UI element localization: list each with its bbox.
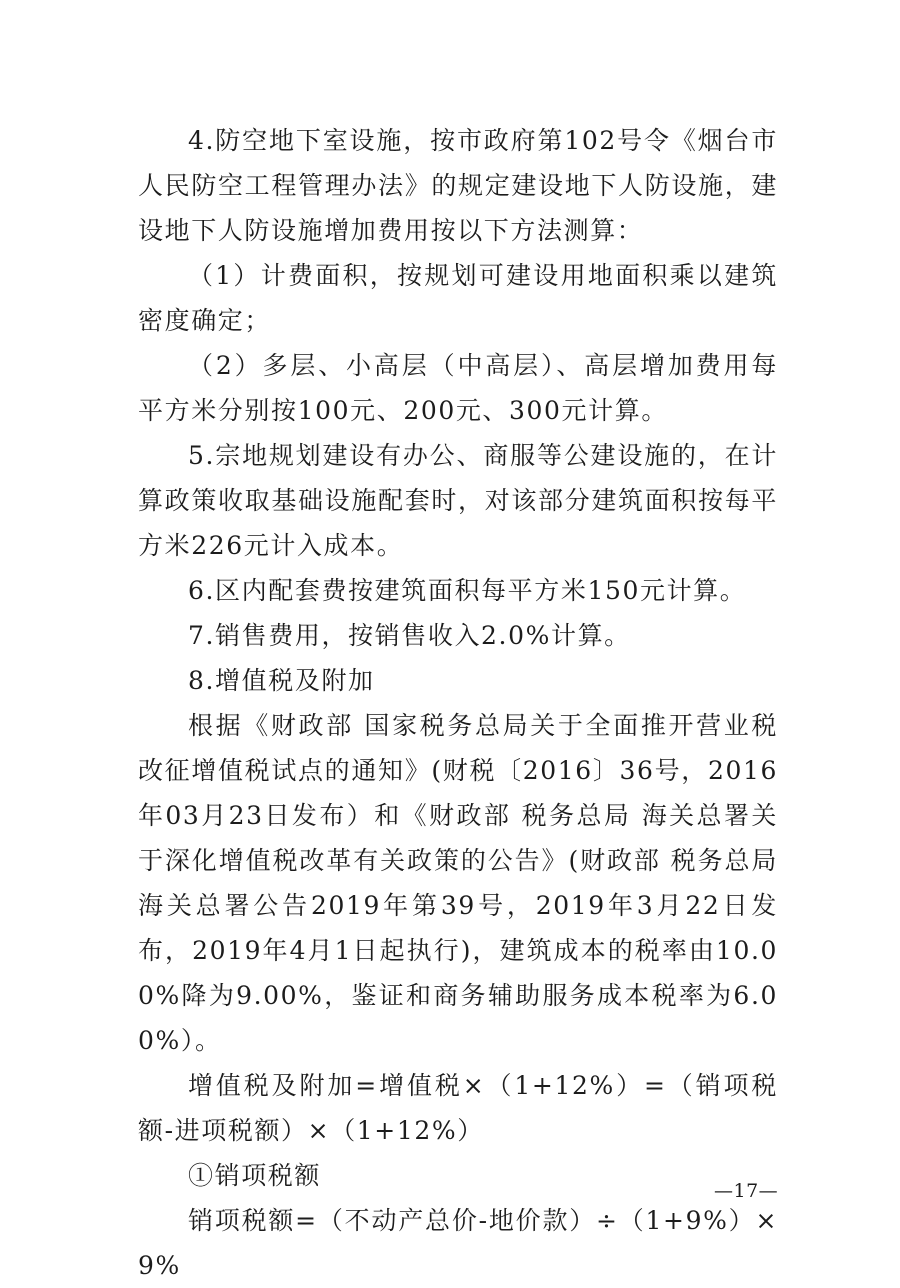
paragraph-vat-policy: 根据《财政部 国家税务总局关于全面推开营业税改征增值税试点的通知》(财税〔2016〕36号，2016年03月23日发布）和《财政部 税务总局 海关总署关于深化增值税改革有关政策的公告》(财政部 税务总局 海关总署公告2019年第39号，2019年3月22日发布，2019年4月1日起执行)，建筑成本的税率由10.00%降为9.00%，鉴证和商务辅助服务成本税率为6.00%）。 xyxy=(138,711,778,1055)
paragraph-vat-heading: 8.增值税及附加 xyxy=(188,666,375,695)
paragraph-civil-defense: 4.防空地下室设施，按市政府第102号令《烟台市人民防空工程管理办法》的规定建设地下人防设施，建设地下人防设施增加费用按以下方法测算： xyxy=(138,126,778,245)
paragraph-cost-per-sqm: （2）多层、小高层（中高层）、高层增加费用每平方米分别按100元、200元、300元计算。 xyxy=(138,351,778,425)
paragraph-district-fee: 6.区内配套费按建筑面积每平方米150元计算。 xyxy=(188,576,747,605)
paragraph-billing-area: （1）计费面积，按规划可建设用地面积乘以建筑密度确定； xyxy=(138,261,778,335)
paragraph-output-tax-heading: ①销项税额 xyxy=(188,1161,322,1190)
paragraph-public-facilities: 5.宗地规划建设有办公、商服等公建设施的，在计算政策收取基础设施配套时，对该部分建筑面积按每平方米226元计入成本。 xyxy=(138,441,778,560)
body-text xyxy=(138,118,778,1288)
paragraph-vat-formula: 增值税及附加=增值税×（1+12%）=（销项税额-进项税额）×（1+12%） xyxy=(138,1071,778,1145)
paragraph-output-tax-formula: 销项税额=（不动产总价-地价款）÷（1+9%）×9% xyxy=(138,1206,778,1280)
paragraph-sales-cost: 7.销售费用，按销售收入2.0%计算。 xyxy=(188,621,631,650)
page-number: —17— xyxy=(714,1180,779,1202)
